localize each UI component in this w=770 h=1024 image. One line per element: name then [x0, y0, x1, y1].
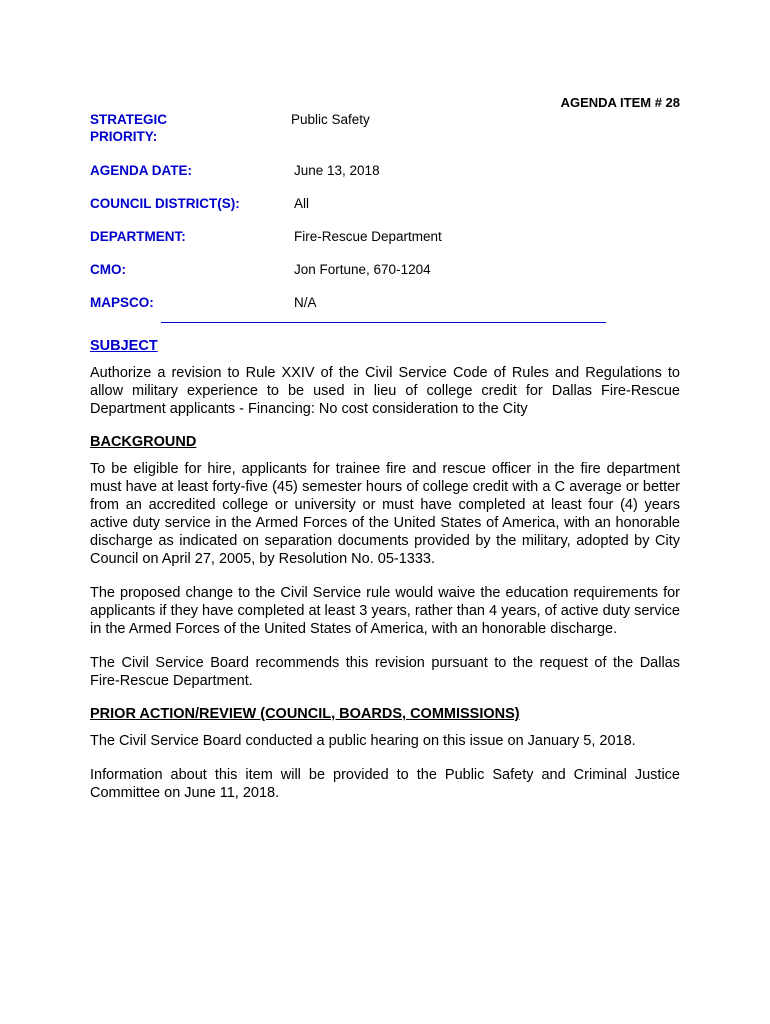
prior-action-paragraph-2: Information about this item will be provided to the Public Safety and Criminal Justice Committee on June 11, 2018.: [90, 767, 680, 801]
department-value: Fire-Rescue Department: [294, 229, 442, 244]
background-paragraph-3: The Civil Service Board recommends this revision pursuant to the request of the Dallas Fire-Rescue Department.: [90, 655, 680, 689]
strategic-priority-label-line-1: STRATEGIC: [90, 112, 167, 127]
agenda-date-label: AGENDA DATE:: [90, 163, 192, 178]
subject-text: Authorize a revision to Rule XXIV of the Civil Service Code of Rules and Regulations to allow military experience to be used in lieu of college credit for Dallas Fire-Rescue Department applicants - Financing: No cost consideration to the City: [90, 365, 680, 417]
header-divider: [161, 322, 606, 323]
background-heading: BACKGROUND: [90, 434, 197, 450]
background-paragraph-2: The proposed change to the Civil Service rule would waive the education requirements for applicants if they have completed at least 3 years, rather than 4 years, of active duty service in the Armed Forces of the United States of America, with an honorable discharge.: [90, 585, 680, 637]
agenda-item-number: AGENDA ITEM # 28: [560, 95, 680, 110]
document-body: [90, 338, 680, 818]
strategic-priority-label: [90, 111, 167, 145]
prior-action-heading: PRIOR ACTION/REVIEW (COUNCIL, BOARDS, COMMISSIONS): [90, 706, 520, 722]
strategic-priority-value: Public Safety: [291, 112, 370, 127]
agenda-date-value: June 13, 2018: [294, 163, 380, 178]
mapsco-label: MAPSCO:: [90, 295, 154, 310]
prior-action-paragraph-1: The Civil Service Board conducted a public hearing on this issue on January 5, 2018.: [90, 733, 636, 749]
strategic-priority-label-line-2: PRIORITY:: [90, 129, 158, 144]
council-district-value: All: [294, 196, 310, 211]
council-district-label: COUNCIL DISTRICT(S):: [90, 196, 240, 211]
background-paragraph-1: To be eligible for hire, applicants for trainee fire and rescue officer in the fire department must have at least forty-five (45) semester hours of college credit with a C average or better from an accredited college or university or must have completed at least four (4) years active duty service in the Armed Forces of the United States of America, with an honorable discharge as indicated on separation documents provided by the military, adopted by City Council on April 27, 2005, by Resolution No. 05-1333.: [90, 461, 680, 567]
cmo-value: Jon Fortune, 670-1204: [294, 262, 431, 277]
cmo-label: CMO:: [90, 262, 126, 277]
department-label: DEPARTMENT:: [90, 229, 186, 244]
mapsco-value: N/A: [294, 295, 317, 310]
subject-heading: SUBJECT: [90, 338, 158, 354]
